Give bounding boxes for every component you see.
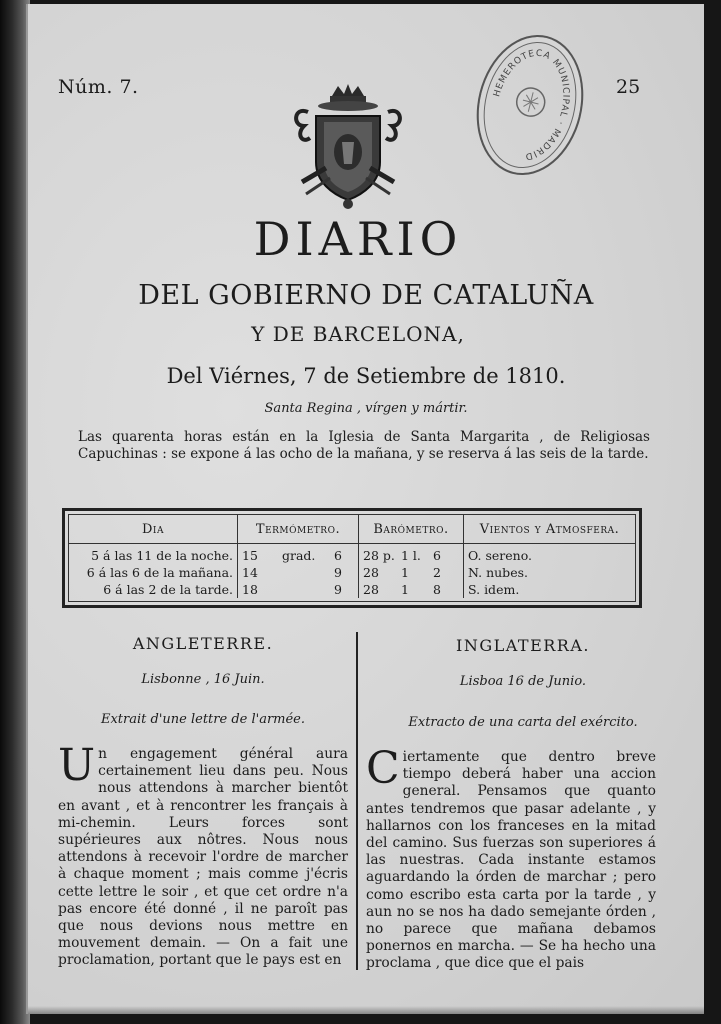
- weather-barometer: 28 1 8: [359, 581, 464, 598]
- newspaper-page: [26, 4, 704, 1014]
- dropcap: U: [58, 740, 96, 791]
- weather-header-barometer: Barómetro.: [359, 515, 464, 544]
- newspaper-subtitle: DEL GOBIERNO DE CATALUÑA: [138, 280, 594, 311]
- weather-row: [69, 544, 635, 565]
- dropcap: C: [366, 743, 400, 794]
- stamp-seal-icon: [465, 26, 595, 184]
- weather-row: [69, 581, 635, 598]
- issue-number: Núm. 7.: [58, 76, 139, 98]
- column-heading-spanish: INGLATERRA.: [456, 636, 590, 655]
- weather-row: [69, 564, 635, 581]
- extract-title-french: Extrait d'une lettre de l'armée.: [100, 712, 306, 727]
- article-text-french: [58, 740, 348, 970]
- article-body: n engagement général aura certainement lieu dans peu. Nous nous attendons à marcher bientôt en avant , et à rencontrer les français à mi-chemin. Leurs forces sont supérieures aux nôtres. Nous nous attendons à recevoir l'ordre de marcher à chaque moment ; mais comme j'écris cette lettre le soir , et que cet ordre n'a pas encore été donné , il ne paroît pas que nous devions nous mettre en mouvement demain. — On a fait une proclamation, portant que le pays est en: [58, 746, 348, 969]
- weather-wind: S. idem.: [468, 582, 520, 597]
- newspaper-title: DIARIO: [253, 212, 463, 266]
- weather-thermometer: 14 9: [238, 564, 359, 581]
- saint-of-the-day: Santa Regina , vírgen y mártir.: [264, 401, 468, 416]
- weather-barometer: 28 1 2: [359, 564, 464, 581]
- weather-day: 5 á las 11 de la noche.: [69, 544, 238, 565]
- page-number: 25: [616, 76, 641, 98]
- weather-thermometer: 18 9: [238, 581, 359, 598]
- article-text-spanish: [366, 743, 656, 973]
- extract-title-spanish: Extracto de una carta del exército.: [408, 715, 638, 730]
- dateline-french: Lisbonne , 16 Juin.: [141, 672, 265, 687]
- weather-header-thermometer: Termómetro.: [238, 515, 359, 544]
- weather-barometer: 28 p. 1 l. 6: [359, 544, 464, 565]
- column-heading-french: ANGLETERRE.: [132, 634, 274, 653]
- stamp-text: HEMEROTECA MUNICIPAL · MADRID: [492, 48, 571, 162]
- weather-table: [62, 508, 642, 608]
- weather-wind: O. sereno.: [468, 548, 532, 563]
- weather-header-wind: Vientos y Atmosfera.: [464, 515, 636, 544]
- dateline-spanish: Lisboa 16 de Junio.: [459, 674, 587, 689]
- library-stamp: [462, 24, 597, 187]
- weather-day: 6 á las 6 de la mañana.: [69, 564, 238, 581]
- newspaper-subtitle-city: Y DE BARCELONA,: [251, 322, 465, 346]
- article-body: iertamente que dentro breve tiempo deberá haber una accion general. Pensamos que quanto antes tendremos que pasar adelante , y hallarnos con los franceses en la mitad del camino. Sus fuerzas son superiores á las nuestras. Cada instante estamos aguardando la órden de marchar ; pero como escribo esta carta por la tarde , y aun no se nos ha dado semejante órden , no parece que mañana debamos ponernos en marcha. — Se ha hecho una proclama , que dice que el pais: [366, 749, 656, 972]
- church-notice: Las quarenta horas están en la Iglesia de Santa Margarita , de Religiosas Capuchinas : se expone á las ocho de la mañana, y se reserva á las seis de la tarde.: [78, 429, 650, 462]
- weather-wind: N. nubes.: [468, 565, 528, 580]
- page-edge-shadow: [28, 1006, 704, 1014]
- issue-date: Del Viérnes, 7 de Setiembre de 1810.: [166, 364, 566, 388]
- weather-thermometer: 15 grad. 6: [238, 544, 359, 565]
- column-divider: [356, 632, 358, 970]
- royal-coat-of-arms-icon: [286, 82, 410, 216]
- weather-day: 6 á las 2 de la tarde.: [69, 581, 238, 598]
- weather-header-day: Dia: [69, 515, 238, 544]
